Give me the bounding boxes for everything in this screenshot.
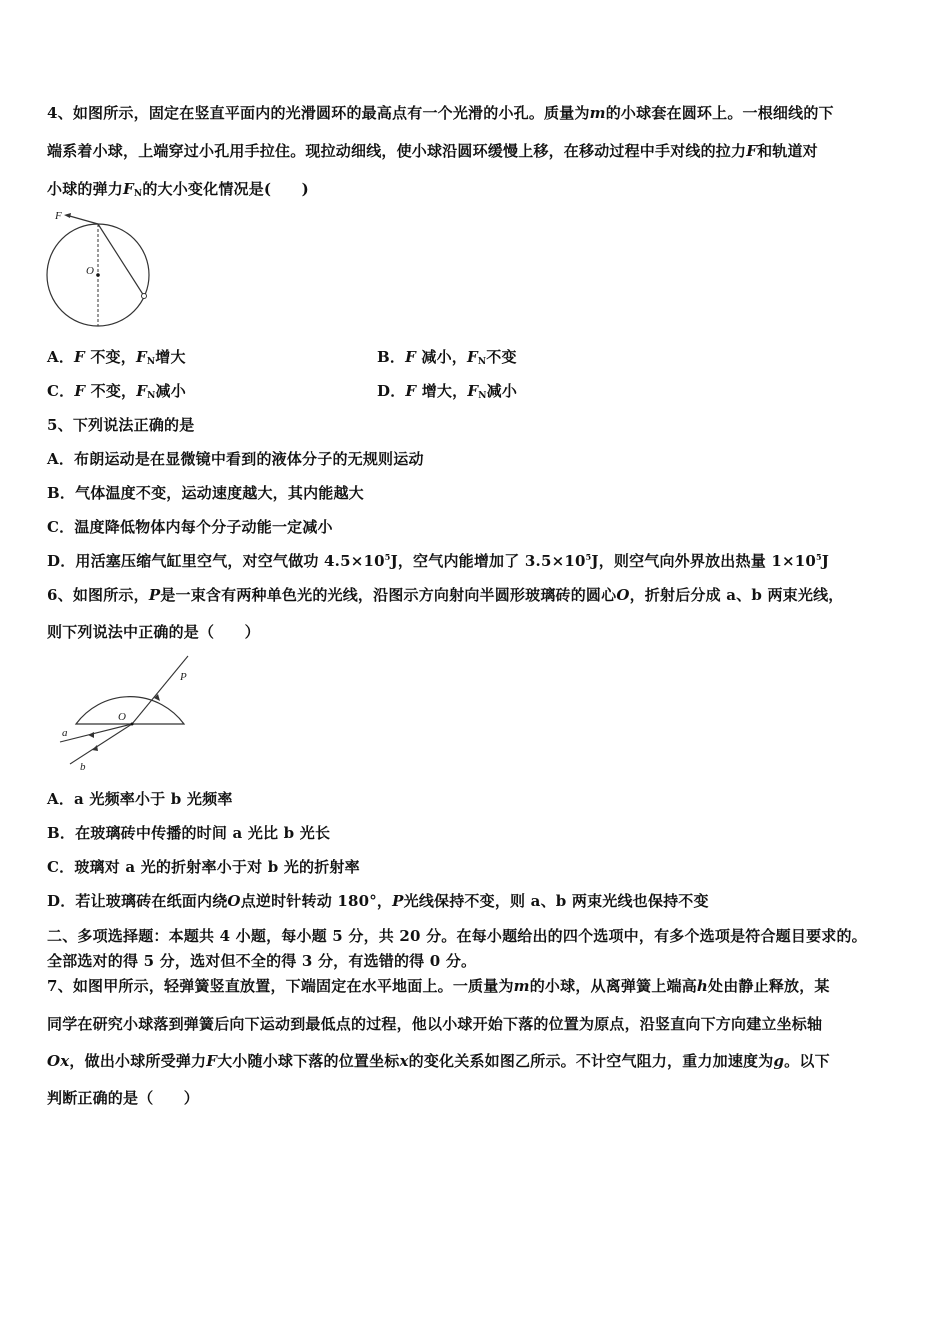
- q5-option-a: A．布朗运动是在显微镜中看到的液体分子的无规则运动: [47, 450, 424, 468]
- var-x: x: [399, 1052, 409, 1070]
- label-b: b: [80, 761, 86, 772]
- text: 减小: [486, 382, 518, 400]
- q4-option-c: [47, 380, 186, 401]
- var-F: F: [123, 180, 134, 198]
- text: 减小: [155, 382, 186, 400]
- text: 小球的弹力: [47, 180, 124, 198]
- var-O: O: [227, 892, 241, 910]
- var: F: [467, 348, 478, 366]
- text: 增大，: [421, 382, 468, 400]
- var-g: g: [773, 1052, 785, 1070]
- text: 增大: [155, 348, 186, 366]
- letter: A．: [47, 348, 75, 366]
- text: 4、如图所示，固定在竖直平面内的光滑圆环的最高点有一个光滑的小孔。质量为: [47, 104, 590, 122]
- var: F: [74, 348, 85, 366]
- text: 。以下: [784, 1052, 830, 1070]
- var-h: h: [696, 977, 709, 995]
- label-O: O: [86, 265, 94, 277]
- q4-stem-line3: [47, 178, 309, 199]
- q6-stem-line1: [47, 584, 843, 605]
- text: 的大小变化情况是( ): [142, 180, 309, 198]
- exponent: 5: [384, 552, 391, 562]
- subscript: N: [133, 189, 143, 199]
- text: 端系着小球，上端穿过小孔用手拉住。现拉动细线，使小球沿圆环缓慢上移，在移动过程中手对线的拉力: [47, 142, 747, 160]
- q7-stem-line4: 判断正确的是（ ）: [47, 1089, 200, 1107]
- q7-stem-line1: [47, 975, 830, 996]
- var-O: O: [616, 586, 630, 604]
- var: F: [467, 382, 479, 400]
- var: F: [405, 348, 416, 366]
- var: F: [74, 382, 86, 400]
- text: 是一束含有两种单色光的光线，沿图示方向射向半圆形玻璃砖的圆心: [160, 586, 617, 604]
- text: 和轨道对: [757, 142, 818, 160]
- text: D．若让玻璃砖在纸面内绕: [47, 892, 228, 910]
- subscript: N: [478, 391, 487, 401]
- text: 不变，: [90, 348, 136, 366]
- text: 光线保持不变，则 a、b 两束光线也保持不变: [403, 892, 709, 910]
- q5-option-b: B．气体温度不变，运动速度越大，其内能越大: [47, 484, 364, 502]
- var-m: m: [513, 977, 530, 995]
- section2-heading-line1: 二、多项选择题：本题共 4 小题，每小题 5 分，共 20 分。在每小题给出的四个选项中，有多个选项是符合题目要求的。: [47, 927, 867, 945]
- text: ，折射后分成 a、b 两束光线，: [629, 586, 844, 604]
- label-a: a: [62, 727, 68, 739]
- text: 处由静止释放，某: [708, 977, 830, 995]
- letter: C．: [47, 382, 75, 400]
- text: ，做出小球所受弹力: [69, 1052, 207, 1070]
- exponent: 5: [816, 552, 822, 562]
- q6-stem-line2: 则下列说法中正确的是（ ）: [47, 623, 260, 641]
- label-F: F: [55, 210, 62, 222]
- q6-option-a: A．a 光频率小于 b 光频率: [47, 790, 233, 808]
- text: 6、如图所示，: [47, 586, 149, 604]
- text: J，空气内能增加了 3.5×10: [390, 552, 586, 570]
- subscript: N: [477, 357, 487, 367]
- q5-option-d: [47, 550, 829, 571]
- text: 的小球，从离弹簧上端高: [529, 977, 697, 995]
- q4-option-d: [377, 380, 517, 401]
- var: F: [135, 348, 147, 366]
- var-P: P: [392, 892, 404, 910]
- q5-option-c: C．温度降低物体内每个分子动能一定减小: [47, 518, 333, 536]
- label-P: P: [180, 671, 187, 683]
- q5-stem: 5、下列说法正确的是: [47, 416, 195, 434]
- var-Ox: Ox: [47, 1052, 70, 1070]
- q6-option-b: B．在玻璃砖中传播的时间 a 光比 b 光长: [47, 824, 331, 842]
- var: F: [136, 382, 148, 400]
- q6-semicircle-figure: [50, 652, 200, 772]
- section2-heading-line2: 全部选对的得 5 分，选对但不全的得 3 分，有选错的得 0 分。: [47, 952, 477, 970]
- letter: B．: [377, 348, 406, 366]
- q6-option-c: C．玻璃对 a 光的折射率小于对 b 光的折射率: [47, 858, 360, 876]
- text: D．用活塞压缩气缸里空气，对空气做功 4.5×10: [47, 552, 385, 570]
- text: 不变: [486, 348, 517, 366]
- var-m: m: [589, 104, 606, 122]
- subscript: N: [146, 357, 156, 367]
- text: 点逆时针转动 180°，: [240, 892, 393, 910]
- text: 大小随小球下落的位置坐标: [217, 1052, 400, 1070]
- var: F: [405, 382, 417, 400]
- text: 减小，: [421, 348, 467, 366]
- text: 7、如图甲所示，轻弹簧竖直放置，下端固定在水平地面上。一质量为: [47, 977, 514, 995]
- q4-stem-line1: [47, 102, 834, 123]
- letter: D．: [377, 382, 406, 400]
- q7-stem-line2: 同学在研究小球落到弹簧后向下运动到最低点的过程，他以小球开始下落的位置为原点，沿竖直向下方向建立坐标轴: [47, 1015, 823, 1033]
- var-F: F: [746, 142, 758, 160]
- q4-circle-figure: [40, 205, 170, 330]
- q4-option-b: [377, 346, 517, 367]
- q4-option-a: [47, 346, 186, 367]
- label-O: O: [118, 711, 126, 723]
- var-P: P: [148, 586, 161, 604]
- text: J: [821, 552, 830, 570]
- text: 的小球套在圆环上。一根细线的下: [605, 104, 834, 122]
- text: J，则空气向外界放出热量 1×10: [591, 552, 817, 570]
- exponent: 5: [585, 552, 592, 562]
- subscript: N: [147, 391, 156, 401]
- q4-stem-line2: [47, 140, 818, 161]
- q6-option-d: [47, 890, 709, 911]
- text: 不变，: [90, 382, 137, 400]
- q7-stem-line3: [47, 1050, 830, 1071]
- var-F: F: [206, 1052, 218, 1070]
- text: 的变化关系如图乙所示。不计空气阻力，重力加速度为: [408, 1052, 774, 1070]
